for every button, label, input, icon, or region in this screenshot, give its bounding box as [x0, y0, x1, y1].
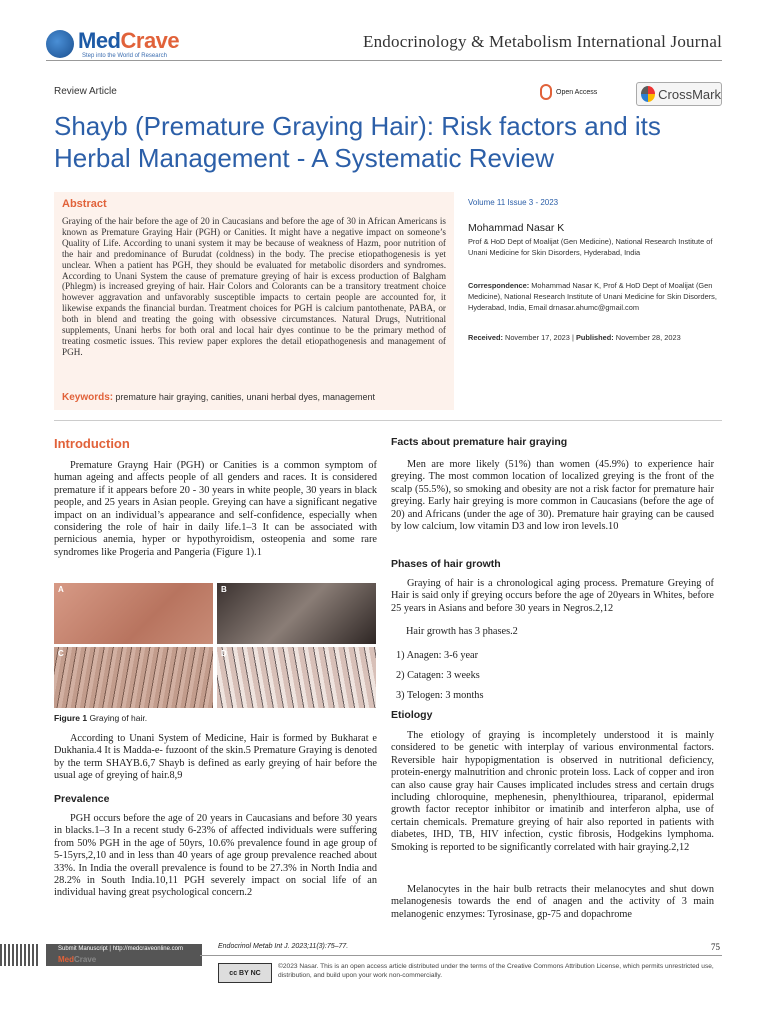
correspondence	[468, 280, 718, 313]
list-item: 2) Catagen: 3 weeks	[396, 670, 480, 681]
published-label: Published:	[575, 333, 614, 342]
open-lock-icon	[540, 84, 552, 100]
crossmark-icon	[641, 86, 655, 102]
abstract-heading: Abstract	[62, 198, 107, 210]
keywords	[62, 392, 446, 403]
page-number: 75	[711, 942, 720, 952]
article-title: Shayb (Premature Graying Hair): Risk factors and its Herbal Management - A Systematic Review	[54, 111, 661, 173]
phases-paragraph: Graying of hair is a chronological aging process. Premature Greying of Hair is said only if greying occurs before the age of 20years in Whites, before 25 years in Asians and before 30 years in Negros.2,12	[391, 578, 714, 614]
footer-divider	[200, 955, 722, 956]
facts-paragraph: Men are more likely (51%) than women (45.9%) to experience hair greying. The most common location of localized greying is the front of the scalp (55.5%), so smoking and obesity are not a risk factor for premature hair greying. Early hair greying is more common in Caucasians (before the age of 20) and Africans (under the age of 30). Premature hair graying can be caused by low calcium, low vitamin D3 and low iron levels.10	[391, 459, 714, 533]
etiology-heading: Etiology	[391, 709, 433, 721]
panel-label: D	[221, 649, 227, 658]
abstract-text: Graying of the hair before the age of 20 in Caucasians and before the age of 30 in African Americans is known as Premature Graying Hair (PGH) or Canities. It might have a negative impact on someone’s Quality of Life. According to unani system it may be because of weakness of Hazm, poor nutrition of the hair and predominance of Burudat (coldness) in the body. The precise etiopathogenesis is yet unclear. When a patient has PGH, they should be evaluated for metabolic disorders and syndromes. According to Unani System the cause of premature greying of hair is excess production of Balgham (Phlegm) is increased greying of hair. Hair Colors and Colorants can be a transitory treatment choice however aggravation and unfavorably susceptible impacts to certain people are accounted for, it likewise expands the financial burdan. Treatment choices for PGH is calcium pantothenate, PABA, or both in blend and treating the going with obsessive circumstances. Natural Drugs, Nutritional supplements, Unani herbs for both oral and local hair dyes continue to be the primary method of treating cosmetic issues. This review paper explores the detail etiopathogenesis and management of PGH.	[62, 216, 446, 357]
footer-logo: MedCrave	[58, 955, 97, 964]
list-item: 3) Telogen: 3 months	[396, 690, 484, 701]
phase-list	[396, 646, 483, 706]
list-item: 1) Anagen: 3-6 year	[396, 650, 479, 661]
correspondence-text: Mohammad Nasar K, Prof & HoD Dept of Moalijat (Gen Medicine), National Research Institute of Unani Medicine for Skin Disorders, Hyderabad, India, Email drnasar.ahumc@gmail.com	[468, 281, 717, 312]
article-type: Review Article	[54, 86, 117, 97]
globe-icon	[46, 30, 74, 58]
footer-stripes	[0, 944, 40, 966]
journal-name: Endocrinology & Metabolism International Journal	[363, 32, 722, 51]
header-divider	[46, 60, 722, 61]
figure-1	[54, 583, 377, 708]
dates: Received: November 17, 2023 | Published: November 28, 2023	[468, 333, 681, 342]
prevalence-paragraph: PGH occurs before the age of 20 years in Caucasians and before 30 years in blacks.1–3 In a recent study 6-23% of affected individuals were suffering from 50% PGH in the age of 50yrs, 10.6% prevalence found in age group of 5-15yrs,2,10 and in less than 40 years of age group prevalence reached about 33%. In India the overall prevalence is found to be 27.3% in North India and 28.2% in South India.10,11 PGH severely impact on social life of an individual having great psychological concern.2	[54, 813, 377, 899]
tagline: Step into the World of Research	[82, 53, 167, 59]
introduction-heading: Introduction	[54, 436, 130, 451]
figure-caption-text: Graying of hair.	[89, 713, 148, 723]
keywords-text: premature hair graying, canities, unani herbal dyes, management	[115, 392, 376, 402]
medcrave-logo[interactable]	[46, 28, 196, 62]
panel-label: A	[58, 585, 64, 594]
correspondence-label: Correspondence:	[468, 281, 530, 290]
received-label: Received:	[468, 333, 503, 342]
prevalence-heading: Prevalence	[54, 793, 110, 805]
figure-panel-c	[54, 647, 213, 708]
license-text: ©2023 Nasar. This is an open access article distributed under the terms of the Creative Commons Attribution License, which permits unrestricted use, distribution, and build upon your work non-commercially.	[278, 963, 714, 979]
citation: Endocrinol Metab Int J. 2023;11(3):75–77.	[218, 943, 349, 950]
facts-heading: Facts about premature hair graying	[391, 436, 568, 448]
open-access-label: Open Access	[556, 88, 598, 96]
figure-panel-d	[217, 647, 376, 708]
figure-panel-b	[217, 583, 376, 644]
affiliation: Prof & HoD Dept of Moalijat (Gen Medicine), National Research Institute of Unani Medicine for Skin Disorders, Hyderabad, India	[468, 237, 713, 257]
phases-intro: Hair growth has 3 phases.2	[406, 626, 518, 637]
published-date: November 28, 2023	[615, 333, 681, 342]
figure-caption	[54, 713, 147, 723]
keywords-label: Keywords:	[62, 392, 114, 403]
submit-manuscript-text: Submit Manuscript | http://medcraveonline.com	[58, 946, 183, 952]
figure-caption-label: Figure 1	[54, 713, 88, 723]
submit-manuscript-link[interactable]	[46, 944, 202, 966]
volume-issue: Volume 11 Issue 3 - 2023	[468, 198, 559, 207]
crossmark-button[interactable]	[636, 82, 722, 106]
etiology-paragraph-1: The etiology of graying is incompletely understood it is mainly considered to be genetic with interplay of various environmental factors. Reversible hair hypopigmentation is observed in nutritional deficiency, protein-energy malnutrition and chronic protein loss. Lack of copper and iron can also cause gray hair Causes implicated includes stress and certain drugs including chloroquine, mephenesin, phenylthiourea, triparanol, epidermal growth factor receptor inhibitor or imatinib and interferon alpha, use of certain chemicals. Premature greying of hair also reported in patients with diabetes, IHD, TB, HIV infection, cystic fibrosis, Hodgekins lymphoma. Smoking is reported to be significantly correlated with hair graying.2,12	[391, 730, 714, 853]
phases-heading: Phases of hair growth	[391, 558, 501, 570]
received-date: November 17, 2023	[504, 333, 570, 342]
panel-label: B	[221, 585, 227, 594]
introduction-paragraph-2: According to Unani System of Medicine, Hair is formed by Bukharat e Dukhania.4 It is Madda-e- fuzoont of the skin.5 Premature Graying is denoted by the term SHAYB.6,7 Shayb is defined as early greying of hair before the usual age of greying of hair.8,9	[54, 733, 377, 782]
brand-name: MedCrave	[78, 28, 180, 53]
cc-license-icon[interactable]: cc BY NC	[218, 963, 272, 983]
crossmark-label: CrossMark	[658, 86, 721, 102]
introduction-paragraph-1: Premature Grayng Hair (PGH) or Canities is a common symptom of human ageing and affects people of all genders and races. It is considered premature if it appears before 20 - 30 years in white people, 30 years in black people, and 25 years in Asian people. Greying can have a significant negative impact on an individual’s appearance and self-confidence, especially when considering the role of hair in daily life.1–3 It can be associated with pernicious anemia, hyper or hypothyroidism, osteopenia and some rare syndromes like Progeria and Pangeria (Figure 1).1	[54, 460, 377, 558]
open-access-badge	[540, 84, 597, 100]
etiology-paragraph-2: Melanocytes in the hair bulb retracts their melanocytes and shut down melanogenesis towards the end of anagen and the activity of 3 main melanogenic enzymes: Tyrosinase, gp-75 and dopachrome	[391, 884, 714, 920]
author-name: Mohammad Nasar K	[468, 222, 565, 234]
section-divider	[54, 420, 722, 421]
panel-label: C	[58, 649, 64, 658]
figure-panel-a	[54, 583, 213, 644]
